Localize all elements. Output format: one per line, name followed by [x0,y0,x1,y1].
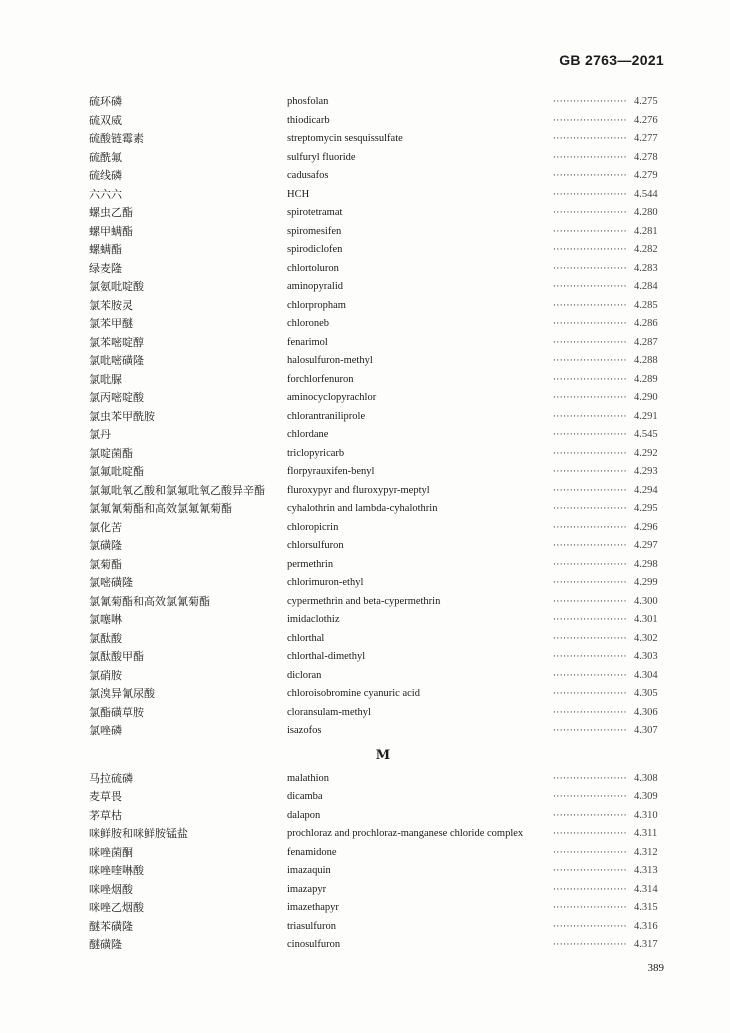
index-entry [0,936,730,955]
index-entry [0,918,730,937]
entry-english-name: triasulfuron [287,920,336,932]
entry-english-name: chlorthal-dimethyl [287,651,366,662]
entry-chinese-name: 氯酞酸甲酯 [89,650,144,663]
dot-leader: ······················ [553,559,627,570]
entry-english-name: dicamba [287,791,323,802]
entry-clause-reference: 4.311 [634,828,658,839]
dot-leader: ······················ [553,115,627,126]
entry-clause-reference: 4.307 [634,725,658,736]
entry-clause-reference: 4.287 [634,336,658,348]
dot-leader: ······················ [553,940,627,950]
entry-clause-reference: 4.286 [634,318,658,329]
index-entry [0,770,730,789]
entry-english-name: chlorthal [287,632,325,644]
dot-leader: ······················ [553,374,627,385]
entry-clause-reference: 4.294 [634,484,658,496]
entry-english-name: cyhalothrin and lambda-cyhalothrin [287,503,438,514]
dot-leader: ······················ [553,689,627,699]
entry-chinese-name: 氯磺隆 [89,539,122,552]
entry-english-name: aminocyclopyrachlor [287,392,377,403]
entry-english-name: HCH [287,188,310,200]
index-entry [0,825,730,844]
entry-clause-reference: 4.314 [634,883,658,895]
dot-leader: ······················ [553,282,627,292]
entry-clause-reference: 4.304 [634,669,658,681]
entry-clause-reference: 4.545 [634,429,658,440]
entry-chinese-name: 氯唑磷 [89,724,122,737]
entry-chinese-name: 氯酯磺草胺 [89,705,144,719]
entry-clause-reference: 4.301 [634,614,658,625]
entry-chinese-name: 咪唑喹啉酸 [89,864,144,877]
entry-chinese-name: 绿麦隆 [89,261,122,275]
index-entry [0,408,730,427]
entry-chinese-name: 醚苯磺隆 [89,919,133,933]
entry-chinese-name: 氯虫苯甲酰胺 [89,409,155,423]
entry-english-name: spiromesifen [287,225,342,237]
index-entry [0,574,730,593]
index-entry [0,167,730,186]
dot-leader: ······················ [553,652,627,662]
entry-clause-reference: 4.279 [634,170,658,181]
dot-leader: ······················ [553,263,627,274]
entry-chinese-name: 咪唑菌酮 [89,845,133,859]
entry-clause-reference: 4.277 [634,133,658,144]
entry-clause-reference: 4.305 [634,688,658,699]
entry-clause-reference: 4.275 [634,96,658,107]
index-entry [0,788,730,807]
entry-clause-reference: 4.289 [634,373,658,385]
entry-english-name: chlorimuron-ethyl [287,577,364,588]
entry-english-name: cypermethrin and beta-cypermethrin [287,595,441,607]
dot-leader: ······················ [553,633,627,644]
dot-leader: ······················ [553,522,627,533]
entry-english-name: chloroisobromine cyanuric acid [287,688,420,699]
entry-chinese-name: 氯化苦 [89,520,122,534]
entry-english-name: forchlorfenuron [287,373,354,385]
dot-leader: ······················ [553,847,627,858]
entry-clause-reference: 4.291 [634,410,658,422]
entry-clause-reference: 4.296 [634,521,658,533]
dot-leader: ······················ [553,792,627,802]
index-entry [0,556,730,575]
index-entry [0,371,730,390]
entry-chinese-name: 氯苯甲醚 [89,317,133,330]
entry-chinese-name: 氯氨吡啶酸 [89,280,144,293]
entry-clause-reference: 4.299 [634,577,658,588]
index-entry [0,899,730,918]
dot-leader: ······················ [553,171,627,181]
entry-english-name: halosulfuron-methyl [287,355,373,366]
entry-english-name: chlordane [287,429,329,440]
entry-chinese-name: 氯噻啉 [89,613,122,626]
index-entry [0,685,730,704]
dot-leader: ······················ [553,773,627,784]
index-entry [0,149,730,168]
entry-clause-reference: 4.315 [634,902,658,913]
entry-clause-reference: 4.276 [634,114,658,126]
entry-clause-reference: 4.280 [634,207,658,218]
entry-english-name: spirodiclofen [287,244,343,255]
entry-english-name: imazaquin [287,865,331,876]
index-entry [0,297,730,316]
dot-leader: ······················ [553,208,627,218]
entry-english-name: isazofos [287,725,322,736]
index-entry [0,722,730,741]
entry-chinese-name: 硫线磷 [89,169,122,182]
entry-chinese-name: 螺虫乙酯 [89,206,133,219]
entry-english-name: dalapon [287,809,321,821]
entry-chinese-name: 氯溴异氰尿酸 [89,687,155,700]
entry-chinese-name: 氯丹 [89,428,111,441]
entry-chinese-name: 氯菊酯 [89,557,122,571]
entry-english-name: chlorantraniliprole [287,410,366,422]
entry-clause-reference: 4.310 [634,809,658,821]
entry-english-name: imidaclothiz [287,614,340,625]
entry-chinese-name: 氯氟吡啶酯 [89,465,144,478]
index-entry [0,334,730,353]
entry-clause-reference: 4.288 [634,355,658,366]
entry-chinese-name: 氯氰菊酯和高效氯氰菊酯 [89,594,210,608]
index-entry [0,463,730,482]
dot-leader: ······················ [553,866,627,876]
entry-chinese-name: 氯氟吡氧乙酸和氯氟吡氧乙酸异辛酯 [89,483,265,497]
dot-leader: ······················ [553,485,627,496]
dot-leader: ······················ [553,411,627,422]
entry-clause-reference: 4.544 [634,188,658,200]
entry-chinese-name: 硫环磷 [89,95,122,108]
entry-english-name: chloropicrin [287,521,339,533]
section-letter-m: M [375,747,391,763]
entry-clause-reference: 4.283 [634,262,658,274]
entry-english-name: permethrin [287,558,334,570]
entry-clause-reference: 4.282 [634,244,658,255]
index-entry [0,482,730,501]
index-entry [0,278,730,297]
dot-leader: ······················ [553,596,627,607]
entry-chinese-name: 麦草畏 [89,790,122,803]
entry-chinese-name: 咪唑乙烟酸 [89,901,144,914]
index-entry [0,630,730,649]
entry-clause-reference: 4.292 [634,447,658,459]
dot-leader: ······················ [553,152,627,163]
entry-clause-reference: 4.316 [634,920,658,932]
index-entry [0,611,730,630]
dot-leader: ······················ [553,393,627,403]
entry-chinese-name: 茅草枯 [89,808,122,822]
index-entry [0,881,730,900]
entry-clause-reference: 4.306 [634,706,658,718]
entry-clause-reference: 4.308 [634,772,658,784]
dot-leader: ······················ [553,707,627,718]
index-entry [0,260,730,279]
dot-leader: ······················ [553,245,627,255]
entry-chinese-name: 氯酞酸 [89,631,122,645]
dot-leader: ······················ [553,903,627,913]
index-entry [0,204,730,223]
entry-english-name: thiodicarb [287,114,330,126]
dot-leader: ······················ [553,829,627,839]
dot-leader: ······················ [553,921,627,932]
entry-chinese-name: 螺甲螨酯 [89,224,133,238]
dot-leader: ······················ [553,134,627,144]
entry-chinese-name: 氯吡脲 [89,372,122,386]
index-entry [0,844,730,863]
entry-english-name: chlorsulfuron [287,540,344,551]
entry-english-name: fluroxypyr and fluroxypyr-meptyl [287,484,430,496]
entry-clause-reference: 4.302 [634,632,658,644]
entry-chinese-name: 咪鲜胺和咪鲜胺锰盐 [89,827,188,840]
entry-clause-reference: 4.281 [634,225,658,237]
entry-chinese-name: 氯吡嘧磺隆 [89,354,144,367]
entry-english-name: prochloraz and prochloraz-manganese chloride complex [287,828,524,839]
entry-chinese-name: 氯苯胺灵 [89,298,133,312]
entry-english-name: streptomycin sesquissulfate [287,133,403,144]
entry-chinese-name: 螺螨酯 [89,243,122,256]
index-entry [0,186,730,205]
entry-clause-reference: 4.298 [634,558,658,570]
entry-chinese-name: 醚磺隆 [89,938,122,951]
dot-leader: ······················ [553,541,627,551]
entry-english-name: imazapyr [287,883,327,895]
entry-english-name: malathion [287,772,329,784]
entry-clause-reference: 4.278 [634,151,658,163]
entry-chinese-name: 氯硝胺 [89,668,122,682]
entry-english-name: triclopyricarb [287,447,345,459]
dot-leader: ······················ [553,810,627,821]
entry-chinese-name: 六六六 [89,187,122,201]
dot-leader: ······················ [553,615,627,625]
index-entry [0,130,730,149]
index-entry [0,593,730,612]
index-entry [0,223,730,242]
dot-leader: ······················ [553,448,627,459]
index-entry [0,389,730,408]
dot-leader: ······················ [553,356,627,366]
index-section-l [0,93,730,741]
entry-english-name: cadusafos [287,170,329,181]
entry-chinese-name: 氯氟氰菊酯和高效氯氟氰菊酯 [89,502,232,515]
entry-chinese-name: 硫酸链霉素 [89,132,144,145]
index-section-m [0,770,730,955]
entry-english-name: fenarimol [287,336,328,348]
dot-leader: ······················ [553,97,627,107]
entry-english-name: chloroneb [287,318,329,329]
entry-chinese-name: 硫酰氟 [89,150,122,164]
entry-english-name: chlorpropham [287,299,346,311]
entry-clause-reference: 4.285 [634,299,658,311]
entry-english-name: dicloran [287,669,322,681]
entry-chinese-name: 氯丙嘧啶酸 [89,391,144,404]
dot-leader: ······················ [553,578,627,588]
entry-chinese-name: 氯苯嘧啶醇 [89,335,144,349]
entry-english-name: chlortoluron [287,262,339,274]
entry-english-name: imazethapyr [287,902,339,913]
entry-clause-reference: 4.297 [634,540,658,551]
dot-leader: ······················ [553,467,627,477]
index-entry [0,112,730,131]
index-entry [0,315,730,334]
index-entry [0,445,730,464]
entry-english-name: florpyrauxifen-benyl [287,466,375,477]
entry-clause-reference: 4.290 [634,392,658,403]
entry-clause-reference: 4.317 [634,939,658,950]
entry-clause-reference: 4.295 [634,503,658,514]
entry-clause-reference: 4.293 [634,466,658,477]
index-entry [0,426,730,445]
entry-english-name: cinosulfuron [287,939,341,950]
index-entry [0,704,730,723]
index-entry [0,648,730,667]
index-entry [0,241,730,260]
page-number: 389 [647,962,664,974]
dot-leader: ······················ [553,300,627,311]
dot-leader: ······················ [553,430,627,440]
index-entry [0,519,730,538]
index-entry [0,537,730,556]
dot-leader: ······················ [553,504,627,514]
index-entries [0,93,730,955]
entry-chinese-name: 氯嘧磺隆 [89,576,133,589]
entry-english-name: sulfuryl fluoride [287,151,356,163]
index-entry [0,862,730,881]
entry-chinese-name: 咪唑烟酸 [89,882,133,896]
dot-leader: ······················ [553,670,627,681]
entry-english-name: aminopyralid [287,281,343,292]
dot-leader: ······················ [553,337,627,348]
index-entry [0,500,730,519]
entry-english-name: phosfolan [287,96,329,107]
index-entry [0,807,730,826]
entry-clause-reference: 4.313 [634,865,658,876]
dot-leader: ······················ [553,189,627,200]
entry-clause-reference: 4.303 [634,651,658,662]
entry-chinese-name: 马拉硫磷 [89,771,133,785]
entry-clause-reference: 4.309 [634,791,658,802]
standard-code-header: GB 2763—2021 [559,52,664,68]
entry-clause-reference: 4.284 [634,281,658,292]
entry-english-name: fenamidone [287,846,337,858]
entry-english-name: cloransulam-methyl [287,706,371,718]
entry-english-name: spirotetramat [287,207,343,218]
entry-clause-reference: 4.300 [634,595,658,607]
index-entry [0,667,730,686]
dot-leader: ······················ [553,726,627,736]
index-entry [0,93,730,112]
entry-clause-reference: 4.312 [634,846,658,858]
entry-chinese-name: 硫双威 [89,113,122,127]
index-entry [0,352,730,371]
dot-leader: ······················ [553,319,627,329]
dot-leader: ······················ [553,226,627,237]
entry-chinese-name: 氯啶菌酯 [89,446,133,460]
dot-leader: ······················ [553,884,627,895]
